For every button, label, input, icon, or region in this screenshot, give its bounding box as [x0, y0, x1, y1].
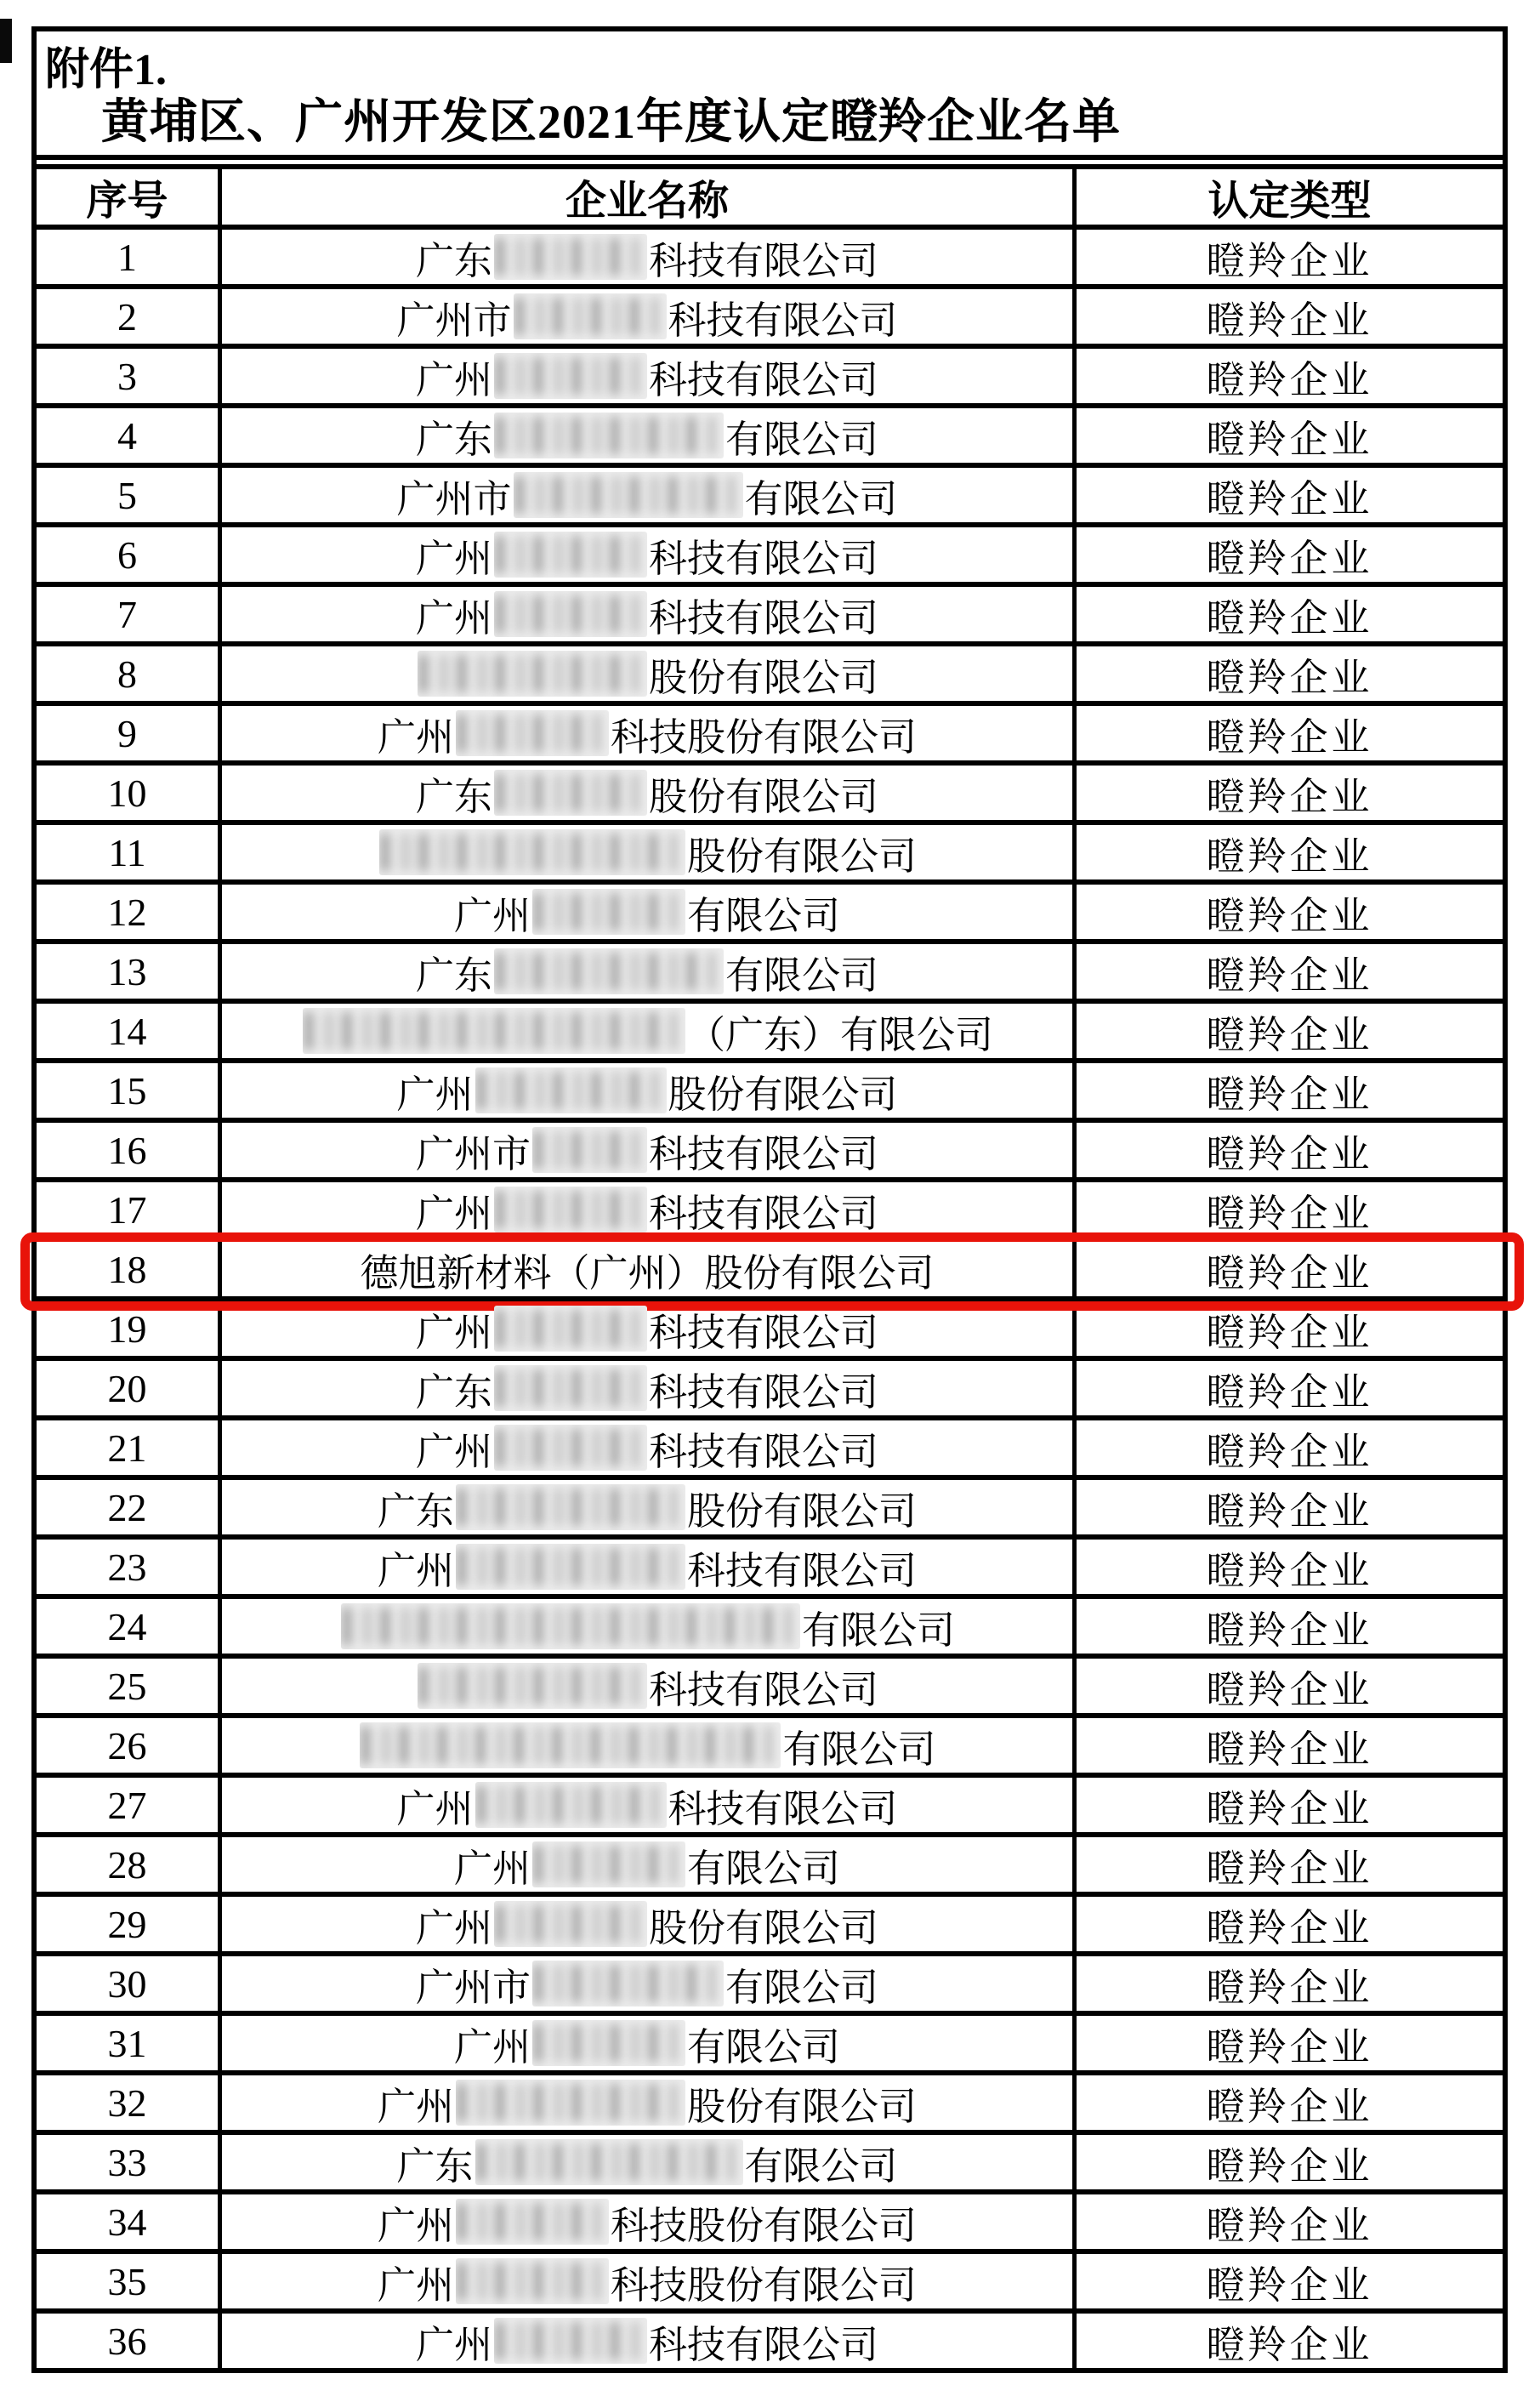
table-row — [37, 1356, 1503, 1415]
table-row — [37, 879, 1503, 939]
table-row — [37, 2308, 1503, 2368]
redacted-text — [494, 1425, 647, 1471]
company-name-text: 广州市 — [396, 477, 512, 521]
company-name — [222, 1480, 1072, 1534]
company-name — [222, 2016, 1072, 2070]
recognition-type: 瞪羚企业 — [1072, 1480, 1503, 1534]
table-row — [37, 641, 1503, 701]
company-name — [222, 944, 1072, 999]
company-name-text: 股份有限公司 — [687, 1489, 918, 1533]
recognition-type: 瞪羚企业 — [1072, 587, 1503, 641]
redacted-text — [494, 948, 724, 994]
title-block — [37, 31, 1503, 160]
company-name — [222, 1004, 1072, 1058]
company-name — [222, 1897, 1072, 1951]
recognition-type: 瞪羚企业 — [1072, 1301, 1503, 1356]
row-number: 6 — [37, 527, 222, 582]
recognition-type: 瞪羚企业 — [1072, 1182, 1503, 1237]
company-name — [222, 408, 1072, 463]
redacted-text — [494, 2318, 647, 2364]
company-name-text: 广州 — [377, 2204, 454, 2247]
recognition-type: 瞪羚企业 — [1072, 766, 1503, 820]
recognition-type: 瞪羚企业 — [1072, 1718, 1503, 1773]
company-name — [222, 587, 1072, 641]
table-row — [37, 1713, 1503, 1773]
recognition-type: 瞪羚企业 — [1072, 1837, 1503, 1892]
company-name — [222, 1956, 1072, 2011]
company-name-text: 广州 — [415, 537, 492, 580]
column-header-type: 认定类型 — [1072, 169, 1503, 225]
company-name-text: 有限公司 — [782, 1728, 936, 1771]
row-number: 15 — [37, 1063, 222, 1118]
table-row — [37, 403, 1503, 463]
row-number: 22 — [37, 1480, 222, 1534]
redacted-text — [532, 889, 685, 935]
company-name-text: 广州 — [396, 1787, 474, 1830]
row-number: 33 — [37, 2135, 222, 2189]
company-name — [222, 1182, 1072, 1237]
row-number: 5 — [37, 468, 222, 522]
redacted-text — [494, 770, 647, 816]
table-row — [37, 1118, 1503, 1177]
redacted-text — [494, 532, 647, 578]
company-name — [222, 766, 1072, 820]
company-name-text: 广州 — [377, 1549, 454, 1592]
company-name-text: 广东 — [415, 239, 492, 282]
redacted-text — [456, 2080, 685, 2126]
company-name — [222, 230, 1072, 284]
table-row — [37, 1534, 1503, 1594]
redacted-text — [475, 1782, 667, 1828]
redacted-text — [379, 829, 685, 875]
company-name-text: 广东 — [396, 2144, 474, 2188]
company-name — [222, 1123, 1072, 1177]
company-name-text: 科技股份有限公司 — [611, 715, 918, 759]
recognition-type: 瞪羚企业 — [1072, 2194, 1503, 2249]
redacted-text — [532, 1961, 724, 2006]
company-name-text: 科技股份有限公司 — [611, 2204, 918, 2247]
redacted-text — [494, 1306, 647, 1352]
redacted-text — [514, 472, 743, 518]
company-name-text: 科技有限公司 — [668, 1787, 898, 1830]
recognition-type: 瞪羚企业 — [1072, 2254, 1503, 2308]
company-name — [222, 2135, 1072, 2189]
table-row — [37, 1475, 1503, 1534]
company-name-text: 股份有限公司 — [686, 834, 917, 878]
redacted-text — [360, 1722, 781, 1768]
table-body — [37, 230, 1503, 2368]
company-name-text: 股份有限公司 — [668, 1073, 898, 1116]
row-number: 8 — [37, 646, 222, 701]
company-name-text: 科技有限公司 — [687, 1549, 918, 1592]
recognition-type: 瞪羚企业 — [1072, 1659, 1503, 1713]
recognition-type: 瞪羚企业 — [1072, 944, 1503, 999]
table-header-row — [37, 169, 1503, 230]
row-number: 14 — [37, 1004, 222, 1058]
redacted-text — [456, 2258, 609, 2304]
company-name — [222, 1242, 1072, 1296]
attachment-label: 附件1. — [45, 46, 168, 95]
company-name — [222, 1361, 1072, 1415]
company-name — [222, 1599, 1072, 1654]
company-name — [222, 1837, 1072, 1892]
row-number: 27 — [37, 1778, 222, 1832]
company-name-text: 科技有限公司 — [649, 1311, 879, 1354]
table-row — [37, 2070, 1503, 2130]
company-name-text: 有限公司 — [725, 953, 879, 997]
company-name-text: 广州 — [415, 1192, 492, 1235]
company-name-text: 科技有限公司 — [668, 299, 898, 342]
company-name-text: 股份有限公司 — [687, 2085, 918, 2128]
company-name-text: 德旭新材料（广州）股份有限公司 — [360, 1251, 935, 1295]
company-name-text: 广东 — [415, 418, 492, 461]
row-number: 16 — [37, 1123, 222, 1177]
company-name-text: 有限公司 — [687, 2025, 841, 2069]
row-number: 32 — [37, 2075, 222, 2130]
row-number: 23 — [37, 1540, 222, 1594]
company-name-text: 广东 — [377, 1489, 454, 1533]
scan-artifact — [0, 19, 12, 63]
table-row — [37, 999, 1503, 1058]
company-name-text: 广州 — [415, 2323, 492, 2366]
company-name — [222, 2314, 1072, 2368]
company-name-text: 广东 — [415, 775, 492, 818]
recognition-type: 瞪羚企业 — [1072, 825, 1503, 879]
company-name-text: 广州 — [415, 1906, 492, 1950]
company-name — [222, 646, 1072, 701]
row-number: 9 — [37, 706, 222, 760]
company-name-text: 广州 — [377, 2085, 454, 2128]
company-name-text: 科技有限公司 — [649, 596, 879, 640]
recognition-type: 瞪羚企业 — [1072, 349, 1503, 403]
company-name-text: 科技有限公司 — [648, 1668, 878, 1711]
table-row — [37, 1296, 1503, 1356]
company-name-text: 广东 — [415, 953, 492, 997]
company-name-text: 有限公司 — [744, 477, 898, 521]
company-name-text: 广州 — [377, 2263, 454, 2307]
redacted-text — [494, 353, 647, 399]
row-number: 2 — [37, 289, 222, 344]
company-name-text: 有限公司 — [725, 418, 879, 461]
row-number: 31 — [37, 2016, 222, 2070]
table-row — [37, 701, 1503, 760]
company-name-text: （广东）有限公司 — [686, 1013, 993, 1056]
table-row — [37, 2130, 1503, 2189]
company-name — [222, 468, 1072, 522]
company-name-text: 广州 — [396, 1073, 474, 1116]
company-name-text: 广州 — [377, 715, 454, 759]
row-number: 30 — [37, 1956, 222, 2011]
redacted-text — [494, 1901, 647, 1947]
row-number: 17 — [37, 1182, 222, 1237]
company-name-text: 科技有限公司 — [649, 239, 879, 282]
company-name-text: 广州市 — [396, 299, 512, 342]
recognition-type: 瞪羚企业 — [1072, 1063, 1503, 1118]
company-name-text: 科技股份有限公司 — [611, 2263, 918, 2307]
table-row — [37, 1832, 1503, 1892]
company-name — [222, 349, 1072, 403]
company-name — [222, 2075, 1072, 2130]
redacted-text — [494, 1187, 647, 1232]
redacted-text — [418, 1663, 647, 1709]
row-number: 1 — [37, 230, 222, 284]
row-number: 34 — [37, 2194, 222, 2249]
redacted-text — [475, 1067, 667, 1113]
table-row — [37, 230, 1503, 284]
table-row — [37, 344, 1503, 403]
company-name-text: 广东 — [415, 1370, 492, 1414]
recognition-type: 瞪羚企业 — [1072, 1778, 1503, 1832]
company-name-text: 有限公司 — [744, 2144, 898, 2188]
company-name-text: 广州 — [415, 1430, 492, 1473]
row-number: 25 — [37, 1659, 222, 1713]
table-row — [37, 1892, 1503, 1951]
company-name — [222, 2254, 1072, 2308]
row-number: 29 — [37, 1897, 222, 1951]
recognition-type: 瞪羚企业 — [1072, 706, 1503, 760]
table-row — [37, 820, 1503, 879]
table-row — [37, 2189, 1503, 2249]
table-row — [37, 1058, 1503, 1118]
redacted-text — [303, 1008, 685, 1054]
redacted-text — [532, 1127, 647, 1173]
company-name-text: 股份有限公司 — [649, 1906, 879, 1950]
company-name-text: 科技有限公司 — [649, 1192, 879, 1235]
company-name — [222, 1063, 1072, 1118]
recognition-type: 瞪羚企业 — [1072, 289, 1503, 344]
table-row — [37, 463, 1503, 522]
recognition-type: 瞪羚企业 — [1072, 1242, 1503, 1296]
company-name-text: 广州市 — [415, 1966, 531, 2009]
table-row — [37, 2249, 1503, 2308]
table-row — [37, 2011, 1503, 2070]
company-name-text: 有限公司 — [801, 1608, 955, 1652]
table-row — [37, 1654, 1503, 1713]
redacted-text — [494, 413, 724, 458]
company-name-text: 广州 — [415, 596, 492, 640]
row-number: 10 — [37, 766, 222, 820]
company-name-text: 有限公司 — [687, 894, 841, 937]
row-number: 3 — [37, 349, 222, 403]
table-row — [37, 760, 1503, 820]
company-name-text: 股份有限公司 — [649, 775, 879, 818]
recognition-type: 瞪羚企业 — [1072, 646, 1503, 701]
company-name-text: 广州 — [415, 358, 492, 401]
redacted-text — [475, 2139, 743, 2185]
company-name-text: 股份有限公司 — [648, 656, 878, 699]
company-name — [222, 1778, 1072, 1832]
company-name — [222, 289, 1072, 344]
recognition-type: 瞪羚企业 — [1072, 1004, 1503, 1058]
row-number: 35 — [37, 2254, 222, 2308]
row-number: 7 — [37, 587, 222, 641]
company-name — [222, 706, 1072, 760]
redacted-text — [494, 234, 647, 280]
table-row — [37, 1773, 1503, 1832]
company-name-text: 有限公司 — [725, 1966, 879, 2009]
company-name — [222, 1420, 1072, 1475]
row-number: 18 — [37, 1242, 222, 1296]
recognition-type: 瞪羚企业 — [1072, 2016, 1503, 2070]
redacted-text — [341, 1603, 800, 1649]
row-number: 20 — [37, 1361, 222, 1415]
company-name — [222, 1718, 1072, 1773]
company-name-text: 广州市 — [415, 1132, 531, 1175]
table-row — [37, 1415, 1503, 1475]
company-name — [222, 1301, 1072, 1356]
table-row — [37, 284, 1503, 344]
recognition-type: 瞪羚企业 — [1072, 1420, 1503, 1475]
recognition-type: 瞪羚企业 — [1072, 527, 1503, 582]
table-row — [37, 1177, 1503, 1237]
document-title: 黄埔区、广州开发区2021年度认定瞪羚企业名单 — [101, 96, 1121, 150]
table-row — [37, 522, 1503, 582]
company-name-text: 科技有限公司 — [649, 2323, 879, 2366]
row-number: 11 — [37, 825, 222, 879]
redacted-text — [456, 2199, 609, 2245]
redacted-text — [532, 2020, 685, 2066]
company-name — [222, 1659, 1072, 1713]
company-name-text: 科技有限公司 — [649, 537, 879, 580]
redacted-text — [532, 1841, 685, 1887]
recognition-type: 瞪羚企业 — [1072, 1599, 1503, 1654]
company-name-text: 科技有限公司 — [649, 1132, 879, 1175]
row-number: 12 — [37, 885, 222, 939]
redacted-text — [456, 710, 609, 756]
redacted-text — [418, 651, 647, 697]
row-number: 24 — [37, 1599, 222, 1654]
recognition-type: 瞪羚企业 — [1072, 1540, 1503, 1594]
row-number: 19 — [37, 1301, 222, 1356]
redacted-text — [456, 1544, 685, 1590]
row-number: 13 — [37, 944, 222, 999]
company-name-text: 科技有限公司 — [649, 1430, 879, 1473]
row-number: 21 — [37, 1420, 222, 1475]
table-row — [37, 939, 1503, 999]
company-name-text: 广州 — [415, 1311, 492, 1354]
enterprise-table — [37, 164, 1503, 2368]
company-name — [222, 1540, 1072, 1594]
company-name — [222, 885, 1072, 939]
recognition-type: 瞪羚企业 — [1072, 1956, 1503, 2011]
company-name-text: 广州 — [453, 1847, 531, 1890]
recognition-type: 瞪羚企业 — [1072, 230, 1503, 284]
table-row — [37, 1951, 1503, 2011]
redacted-text — [456, 1484, 685, 1530]
document-border — [31, 26, 1508, 2373]
row-number: 4 — [37, 408, 222, 463]
recognition-type: 瞪羚企业 — [1072, 408, 1503, 463]
row-number: 28 — [37, 1837, 222, 1892]
table-row — [37, 582, 1503, 641]
redacted-text — [494, 1365, 647, 1411]
row-number: 26 — [37, 1718, 222, 1773]
recognition-type: 瞪羚企业 — [1072, 2135, 1503, 2189]
column-header-serial: 序号 — [37, 169, 222, 225]
company-name — [222, 825, 1072, 879]
recognition-type: 瞪羚企业 — [1072, 885, 1503, 939]
company-name-text: 广州 — [453, 894, 531, 937]
company-name-text: 科技有限公司 — [649, 1370, 879, 1414]
row-number: 36 — [37, 2314, 222, 2368]
company-name-text: 广州 — [453, 2025, 531, 2069]
table-row — [37, 1237, 1503, 1296]
company-name — [222, 2194, 1072, 2249]
recognition-type: 瞪羚企业 — [1072, 1123, 1503, 1177]
company-name — [222, 527, 1072, 582]
table-row — [37, 1594, 1503, 1654]
recognition-type: 瞪羚企业 — [1072, 2075, 1503, 2130]
company-name-text: 科技有限公司 — [649, 358, 879, 401]
recognition-type: 瞪羚企业 — [1072, 468, 1503, 522]
redacted-text — [514, 293, 667, 339]
company-name-text: 有限公司 — [687, 1847, 841, 1890]
redacted-text — [494, 591, 647, 637]
column-header-company: 企业名称 — [565, 179, 729, 224]
recognition-type: 瞪羚企业 — [1072, 1361, 1503, 1415]
recognition-type: 瞪羚企业 — [1072, 1897, 1503, 1951]
recognition-type: 瞪羚企业 — [1072, 2314, 1503, 2368]
